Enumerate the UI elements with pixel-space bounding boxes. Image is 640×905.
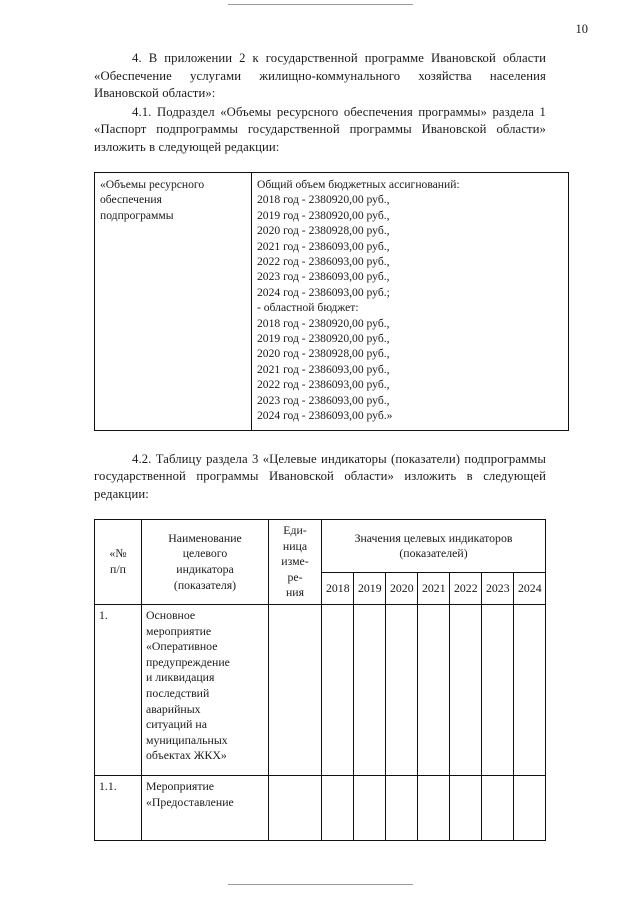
header-values-line: Значения целевых индикаторов xyxy=(354,530,513,545)
row-value-2022 xyxy=(450,775,482,840)
budget-value-line: 2018 год - 2380920,00 руб., xyxy=(257,193,390,207)
header-unit-line: ния xyxy=(285,585,305,600)
budget-value-line: 2019 год - 2380920,00 руб., xyxy=(257,332,390,346)
header-year-2022: 2022 xyxy=(450,573,482,605)
row-name-line: предупреждение xyxy=(146,654,230,669)
row-number: 1.1. xyxy=(95,775,142,840)
document-body xyxy=(94,50,546,841)
row-name-line: Основное xyxy=(146,607,196,622)
header-year-2021: 2021 xyxy=(418,573,450,605)
budget-value-line: 2021 год - 2386093,00 руб., xyxy=(257,362,390,376)
header-values-line: (показателей) xyxy=(399,546,468,561)
paragraph-4-1: 4.1. Подраздел «Объемы ресурсного обеспечения программы» раздела 1 «Паспорт подпрограммы государственной программы Ивановской области» изложить в следующей редакции: xyxy=(94,104,546,154)
table-row xyxy=(95,775,546,840)
header-name-line: целевого xyxy=(182,546,228,561)
page-number: 10 xyxy=(575,22,588,36)
budget-label-cell xyxy=(95,173,252,431)
budget-value-line: - областной бюджет: xyxy=(257,301,359,315)
budget-value-line: 2019 год - 2380920,00 руб., xyxy=(257,208,390,222)
row-name-line: и ликвидация xyxy=(146,670,215,685)
header-year-2018: 2018 xyxy=(322,573,354,605)
budget-value-line: 2023 год - 2386093,00 руб., xyxy=(257,270,390,284)
row-value-2024 xyxy=(514,604,546,775)
budget-label-line: обеспечения xyxy=(100,193,162,207)
header-unit-line: Еди- xyxy=(283,523,307,537)
header-unit-line: ре- xyxy=(287,569,303,584)
row-number: 1. xyxy=(95,604,142,775)
row-name xyxy=(142,775,269,840)
table-row xyxy=(95,604,546,775)
row-name-line: последствий xyxy=(146,685,210,700)
row-name-line: «Оперативное xyxy=(146,639,218,654)
row-name-line: Мероприятие xyxy=(146,778,215,793)
header-name xyxy=(142,520,269,605)
budget-value-line: 2024 год - 2386093,00 руб.» xyxy=(257,409,393,423)
header-unit-line: ница xyxy=(282,538,308,553)
row-value-2018 xyxy=(322,604,354,775)
row-value-2023 xyxy=(482,604,514,775)
header-values-group xyxy=(322,520,546,573)
row-name-line: мероприятие xyxy=(146,623,212,638)
row-value-2021 xyxy=(418,775,450,840)
header-name-line: (показателя) xyxy=(173,577,237,592)
row-name-line: муниципальных xyxy=(146,732,228,747)
header-year-2019: 2019 xyxy=(354,573,386,605)
row-name xyxy=(142,604,269,775)
header-year-2023: 2023 xyxy=(482,573,514,605)
row-value-2019 xyxy=(354,604,386,775)
header-num-line: «№ xyxy=(109,546,127,561)
budget-value-cell xyxy=(252,173,569,431)
header-name-line: индикатора xyxy=(176,561,234,576)
bottom-divider xyxy=(228,884,413,885)
table-header-row xyxy=(95,520,546,573)
row-value-2021 xyxy=(418,604,450,775)
row-name-line: «Предоставление xyxy=(146,794,234,809)
paragraph-4: 4. В приложении 2 к государственной программе Ивановской области «Обеспечение услугами жилищно-коммунального хозяйства населения Ивановской области»: xyxy=(94,51,546,100)
header-unit-line: изме- xyxy=(281,554,309,569)
row-name-line: аварийных xyxy=(146,701,201,716)
row-value-2022 xyxy=(450,604,482,775)
row-value-2020 xyxy=(386,604,418,775)
header-name-line: Наименование xyxy=(168,530,242,545)
top-divider xyxy=(228,4,413,5)
indicators-table xyxy=(94,519,546,841)
header-num xyxy=(95,520,142,605)
row-name-line: объектах ЖКХ» xyxy=(146,748,227,763)
budget-value-line: 2020 год - 2380928,00 руб., xyxy=(257,224,390,238)
budget-volumes-table xyxy=(94,172,569,431)
budget-value-line: 2022 год - 2386093,00 руб., xyxy=(257,255,390,269)
budget-value-line: 2020 год - 2380928,00 руб., xyxy=(257,347,390,361)
budget-value-line: 2022 год - 2386093,00 руб., xyxy=(257,378,390,392)
budget-value-line: Общий объем бюджетных ассигнований: xyxy=(257,178,460,191)
row-value-2020 xyxy=(386,775,418,840)
budget-label-line: подпрограммы xyxy=(100,208,174,222)
budget-label-line: «Объемы ресурсного xyxy=(100,178,205,191)
row-value-2018 xyxy=(322,775,354,840)
spacer xyxy=(94,431,546,451)
header-year-2020: 2020 xyxy=(386,573,418,605)
row-name-line: ситуаций на xyxy=(146,717,207,732)
budget-value-line: 2018 год - 2380920,00 руб., xyxy=(257,316,390,330)
row-value-2024 xyxy=(514,775,546,840)
budget-value-line: 2023 год - 2386093,00 руб., xyxy=(257,393,390,407)
paragraph-4-2: 4.2. Таблицу раздела 3 «Целевые индикаторы (показатели) подпрограммы государственной программы Ивановской области» изложить в следующей редакции: xyxy=(94,451,546,501)
header-unit xyxy=(269,520,322,605)
row-unit xyxy=(269,604,322,775)
row-unit xyxy=(269,775,322,840)
table-row xyxy=(95,173,569,431)
budget-value-line: 2024 год - 2386093,00 руб.; xyxy=(257,285,390,299)
row-value-2023 xyxy=(482,775,514,840)
row-value-2019 xyxy=(354,775,386,840)
header-year-2024: 2024 xyxy=(514,573,546,605)
budget-value-line: 2021 год - 2386093,00 руб., xyxy=(257,239,390,253)
header-num-line: п/п xyxy=(110,561,126,576)
